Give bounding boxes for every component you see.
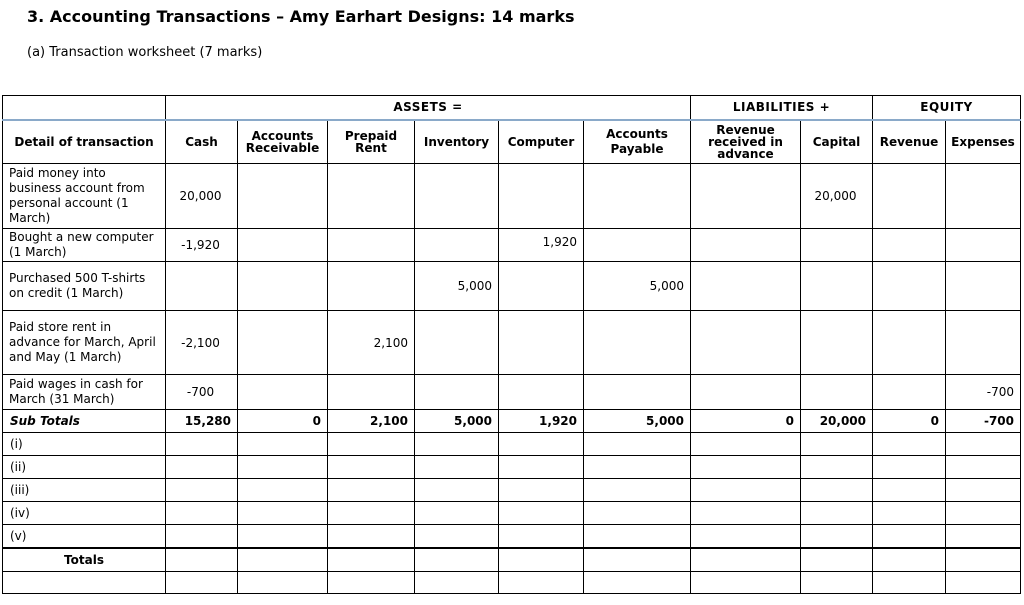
entry-cell[interactable] bbox=[801, 572, 873, 594]
cell-accounts-payable bbox=[584, 164, 691, 229]
col-computer: Computer bbox=[499, 120, 584, 164]
liabilities-group: LIABILITIES + bbox=[691, 96, 873, 120]
entry-cell[interactable] bbox=[238, 525, 328, 548]
cell-accounts-receivable bbox=[238, 229, 328, 262]
group-header-row bbox=[3, 96, 1021, 120]
entry-cell[interactable] bbox=[584, 548, 691, 572]
cell-cash: -700 bbox=[166, 375, 238, 410]
cell-accounts-payable: 5,000 bbox=[584, 262, 691, 311]
blank-row bbox=[3, 456, 1021, 479]
totals-label: Totals bbox=[3, 548, 166, 572]
cell-capital bbox=[801, 229, 873, 262]
entry-cell[interactable] bbox=[166, 525, 238, 548]
entry-cell[interactable] bbox=[946, 479, 1021, 502]
entry-cell[interactable] bbox=[584, 572, 691, 594]
worksheet-subtitle: (a) Transaction worksheet (7 marks) bbox=[27, 45, 263, 60]
cell-inventory: 5,000 bbox=[415, 262, 499, 311]
entry-cell[interactable] bbox=[584, 525, 691, 548]
entry-cell[interactable] bbox=[166, 479, 238, 502]
cell-capital: 20,000 bbox=[801, 164, 873, 229]
cell-cash: 20,000 bbox=[166, 164, 238, 229]
entry-cell[interactable] bbox=[415, 502, 499, 525]
entry-cell[interactable] bbox=[238, 502, 328, 525]
entry-cell[interactable] bbox=[328, 433, 415, 456]
cell-revenue-in-advance bbox=[691, 164, 801, 229]
blank-row bbox=[3, 525, 1021, 548]
entry-cell[interactable] bbox=[801, 525, 873, 548]
col-accounts-payable: Accounts Payable bbox=[584, 120, 691, 164]
transaction-worksheet bbox=[2, 95, 1021, 594]
table-row bbox=[3, 375, 1021, 410]
entry-cell[interactable] bbox=[946, 548, 1021, 572]
cell-computer: 1,920 bbox=[499, 229, 584, 262]
entry-cell[interactable] bbox=[691, 548, 801, 572]
assets-group: ASSETS = bbox=[166, 96, 691, 120]
cell-accounts-payable bbox=[584, 375, 691, 410]
cell-prepaid-rent bbox=[328, 164, 415, 229]
entry-cell[interactable] bbox=[328, 525, 415, 548]
cell-capital bbox=[801, 262, 873, 311]
entry-cell[interactable] bbox=[691, 502, 801, 525]
cell-prepaid-rent: 2,100 bbox=[328, 311, 415, 375]
entry-cell[interactable] bbox=[873, 456, 946, 479]
entry-cell[interactable] bbox=[328, 479, 415, 502]
entry-cell[interactable] bbox=[415, 525, 499, 548]
entry-cell[interactable] bbox=[691, 433, 801, 456]
cell-revenue-in-advance bbox=[691, 229, 801, 262]
entry-cell[interactable] bbox=[873, 572, 946, 594]
cell-revenue bbox=[873, 164, 946, 229]
cell-accounts-receivable bbox=[238, 375, 328, 410]
entry-cell[interactable] bbox=[584, 502, 691, 525]
blank-row-label: (v) bbox=[3, 525, 166, 548]
col-revenue-in-advance: Revenue received in advance bbox=[691, 120, 801, 164]
cell-inventory bbox=[415, 375, 499, 410]
blank-row bbox=[3, 502, 1021, 525]
blank-row-label: (i) bbox=[3, 433, 166, 456]
cell-revenue bbox=[873, 375, 946, 410]
cell-accounts-receivable bbox=[238, 311, 328, 375]
subtotal-prepaid-rent: 2,100 bbox=[328, 410, 415, 433]
entry-cell[interactable] bbox=[328, 548, 415, 572]
col-inventory: Inventory bbox=[415, 120, 499, 164]
entry-cell[interactable] bbox=[499, 433, 584, 456]
blank-row-label: (iv) bbox=[3, 502, 166, 525]
cell-computer bbox=[499, 164, 584, 229]
cell-capital bbox=[801, 375, 873, 410]
entry-cell[interactable] bbox=[415, 456, 499, 479]
blank-row-label: (ii) bbox=[3, 456, 166, 479]
cell-revenue bbox=[873, 262, 946, 311]
entry-cell[interactable] bbox=[238, 456, 328, 479]
col-accounts-receivable: Accounts Receivable bbox=[238, 120, 328, 164]
entry-cell[interactable] bbox=[499, 548, 584, 572]
cell-expenses bbox=[946, 164, 1021, 229]
col-expenses: Expenses bbox=[946, 120, 1021, 164]
cell-revenue bbox=[873, 311, 946, 375]
entry-cell[interactable] bbox=[166, 456, 238, 479]
entry-cell[interactable] bbox=[499, 525, 584, 548]
subtotal-computer: 1,920 bbox=[499, 410, 584, 433]
cell-prepaid-rent bbox=[328, 229, 415, 262]
transaction-detail: Paid wages in cash for March (31 March) bbox=[3, 375, 166, 410]
entry-cell[interactable] bbox=[328, 456, 415, 479]
entry-cell[interactable] bbox=[238, 572, 328, 594]
subtotal-expenses: -700 bbox=[946, 410, 1021, 433]
col-capital: Capital bbox=[801, 120, 873, 164]
cell-expenses: -700 bbox=[946, 375, 1021, 410]
subtotal-inventory: 5,000 bbox=[415, 410, 499, 433]
entry-cell[interactable] bbox=[946, 525, 1021, 548]
col-cash: Cash bbox=[166, 120, 238, 164]
cell-cash: -2,100 bbox=[166, 311, 238, 375]
col-detail: Detail of transaction bbox=[3, 120, 166, 164]
entry-cell[interactable] bbox=[873, 433, 946, 456]
corner-cell bbox=[3, 96, 166, 120]
entry-cell[interactable] bbox=[499, 572, 584, 594]
transaction-detail: Paid store rent in advance for March, April and May (1 March) bbox=[3, 311, 166, 375]
entry-cell[interactable] bbox=[801, 479, 873, 502]
cell-expenses bbox=[946, 229, 1021, 262]
cell-computer bbox=[499, 262, 584, 311]
col-prepaid-rent: Prepaid Rent bbox=[328, 120, 415, 164]
column-header-row bbox=[3, 120, 1021, 164]
entry-cell[interactable] bbox=[946, 502, 1021, 525]
entry-cell[interactable] bbox=[873, 479, 946, 502]
subtotal-accounts-receivable: 0 bbox=[238, 410, 328, 433]
cell-expenses bbox=[946, 262, 1021, 311]
entry-cell[interactable] bbox=[801, 456, 873, 479]
cell-revenue-in-advance bbox=[691, 262, 801, 311]
table-row bbox=[3, 229, 1021, 262]
entry-cell[interactable] bbox=[415, 433, 499, 456]
entry-cell[interactable] bbox=[691, 525, 801, 548]
cell-computer bbox=[499, 311, 584, 375]
entry-cell[interactable] bbox=[801, 502, 873, 525]
entry-cell[interactable] bbox=[691, 479, 801, 502]
cell-expenses bbox=[946, 311, 1021, 375]
table-row bbox=[3, 311, 1021, 375]
cell-accounts-receivable bbox=[238, 262, 328, 311]
entry-cell[interactable] bbox=[166, 433, 238, 456]
table-row bbox=[3, 164, 1021, 229]
entry-cell[interactable] bbox=[946, 456, 1021, 479]
entry-cell[interactable] bbox=[238, 548, 328, 572]
entry-cell[interactable] bbox=[691, 572, 801, 594]
subtotals-row bbox=[3, 410, 1021, 433]
entry-cell[interactable] bbox=[238, 479, 328, 502]
col-revenue: Revenue bbox=[873, 120, 946, 164]
cell-revenue-in-advance bbox=[691, 311, 801, 375]
blank-row-label: (iii) bbox=[3, 479, 166, 502]
entry-cell[interactable] bbox=[584, 456, 691, 479]
cell-prepaid-rent bbox=[328, 375, 415, 410]
subtotal-accounts-payable: 5,000 bbox=[584, 410, 691, 433]
entry-cell[interactable] bbox=[946, 433, 1021, 456]
entry-cell[interactable] bbox=[873, 548, 946, 572]
entry-cell[interactable] bbox=[166, 502, 238, 525]
entry-cell[interactable] bbox=[415, 548, 499, 572]
entry-cell[interactable] bbox=[873, 502, 946, 525]
entry-cell[interactable] bbox=[499, 502, 584, 525]
entry-cell[interactable] bbox=[801, 548, 873, 572]
entry-cell[interactable] bbox=[946, 572, 1021, 594]
transaction-detail: Bought a new computer (1 March) bbox=[3, 229, 166, 262]
cell-inventory bbox=[415, 164, 499, 229]
blank-row bbox=[3, 479, 1021, 502]
subtotal-revenue-in-advance: 0 bbox=[691, 410, 801, 433]
entry-cell[interactable] bbox=[166, 572, 238, 594]
section-title: 3. Accounting Transactions – Amy Earhart Designs: 14 marks bbox=[27, 7, 575, 26]
entry-cell[interactable] bbox=[415, 479, 499, 502]
entry-cell[interactable] bbox=[584, 433, 691, 456]
cell-prepaid-rent bbox=[328, 262, 415, 311]
blank-row bbox=[3, 433, 1021, 456]
cell-inventory bbox=[415, 229, 499, 262]
cell-revenue bbox=[873, 229, 946, 262]
entry-cell[interactable] bbox=[499, 456, 584, 479]
cell-accounts-payable bbox=[584, 229, 691, 262]
entry-cell[interactable] bbox=[499, 479, 584, 502]
entry-cell[interactable] bbox=[801, 433, 873, 456]
blank-row bbox=[3, 572, 1021, 594]
cell-accounts-receivable bbox=[238, 164, 328, 229]
entry-cell[interactable] bbox=[238, 433, 328, 456]
cell-capital bbox=[801, 311, 873, 375]
subtotal-revenue: 0 bbox=[873, 410, 946, 433]
entry-cell[interactable] bbox=[415, 572, 499, 594]
totals-row bbox=[3, 548, 1021, 572]
equity-group: EQUITY bbox=[873, 96, 1021, 120]
table-row bbox=[3, 262, 1021, 311]
entry-cell[interactable] bbox=[3, 572, 166, 594]
entry-cell[interactable] bbox=[584, 479, 691, 502]
entry-cell[interactable] bbox=[328, 502, 415, 525]
subtotal-capital: 20,000 bbox=[801, 410, 873, 433]
cell-accounts-payable bbox=[584, 311, 691, 375]
cell-computer bbox=[499, 375, 584, 410]
cell-inventory bbox=[415, 311, 499, 375]
subtotals-label: Sub Totals bbox=[3, 410, 166, 433]
cell-cash: -1,920 bbox=[166, 229, 238, 262]
entry-cell[interactable] bbox=[873, 525, 946, 548]
subtotal-cash: 15,280 bbox=[166, 410, 238, 433]
transaction-detail: Paid money into business account from personal account (1 March) bbox=[3, 164, 166, 229]
transaction-detail: Purchased 500 T-shirts on credit (1 March) bbox=[3, 262, 166, 311]
entry-cell[interactable] bbox=[166, 548, 238, 572]
entry-cell[interactable] bbox=[328, 572, 415, 594]
entry-cell[interactable] bbox=[691, 456, 801, 479]
cell-revenue-in-advance bbox=[691, 375, 801, 410]
cell-cash bbox=[166, 262, 238, 311]
